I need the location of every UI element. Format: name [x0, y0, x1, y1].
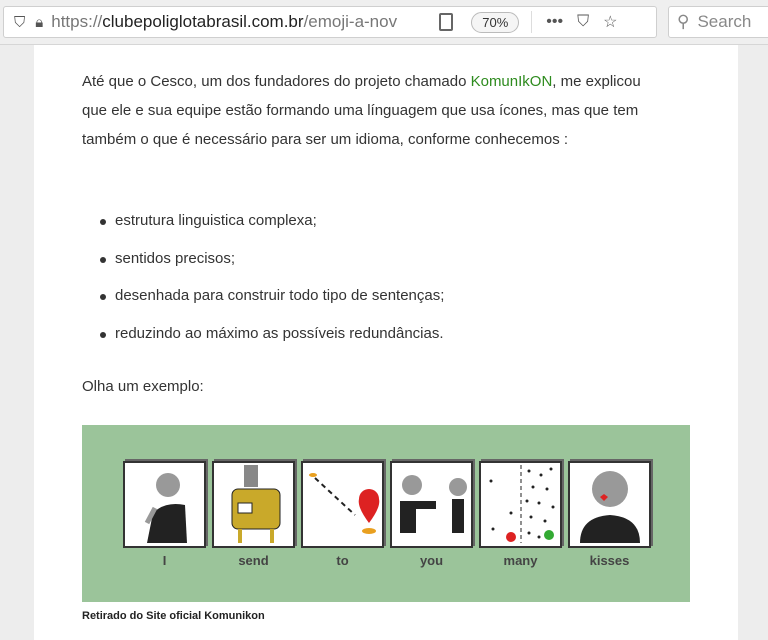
word-label: I	[162, 553, 167, 568]
intro-paragraph: Até que o Cesco, um dos fundadores do projeto chamado KomunIkON, me explicou que ele e sua equipe estão formando uma línguagem que usa ícones, mas que tem também o que é necessário para ser um idioma, conforme conhecemos :	[82, 73, 641, 148]
icon-card-you	[390, 461, 473, 548]
icon-card-send	[212, 461, 295, 548]
icon-card-many	[479, 461, 562, 548]
pocket-icon[interactable]: ⛉	[577, 13, 590, 30]
zoom-level-button[interactable]: 70%	[471, 12, 519, 33]
divider	[531, 11, 532, 33]
search-input[interactable]	[668, 6, 768, 38]
shield-icon[interactable]: ⛉	[14, 13, 26, 31]
word-label: you	[419, 553, 444, 568]
word-label: send	[238, 553, 269, 568]
more-actions-icon[interactable]: •••	[546, 13, 564, 30]
search-placeholder: Search	[697, 12, 752, 31]
example-paragraph: Olha um exemplo:	[82, 378, 204, 395]
browser-toolbar	[0, 0, 768, 45]
icon-card-i	[123, 461, 206, 548]
icon-card-to	[301, 461, 384, 548]
list-item: desenhada para construir todo tipo de sentenças;	[100, 282, 444, 320]
bookmark-star-icon[interactable]: ☆	[603, 14, 618, 31]
icon-card-kisses	[568, 461, 651, 548]
list-item: estrutura linguistica complexa;	[100, 207, 444, 245]
komunikon-link[interactable]: KomunIkON	[470, 73, 553, 90]
list-item: reduzindo ao máximo as possíveis redundâncias.	[100, 320, 444, 358]
reader-view-icon[interactable]	[439, 13, 453, 31]
article-content	[34, 45, 738, 640]
feature-list	[100, 207, 444, 357]
word-label: to	[336, 553, 349, 568]
url-text[interactable]: https://clubepoliglotabrasil.com.br/emoji-a-nov	[51, 12, 398, 31]
search-icon: ⚲	[677, 12, 690, 31]
url-bar[interactable]	[3, 6, 657, 38]
word-label: many	[503, 553, 538, 568]
komunikon-example-image	[82, 425, 690, 602]
list-item: sentidos precisos;	[100, 245, 444, 283]
word-label: kisses	[589, 553, 630, 568]
lock-icon[interactable]: 🔒︎	[35, 13, 44, 31]
figure-caption: Retirado do Site oficial Komunikon	[82, 610, 265, 622]
